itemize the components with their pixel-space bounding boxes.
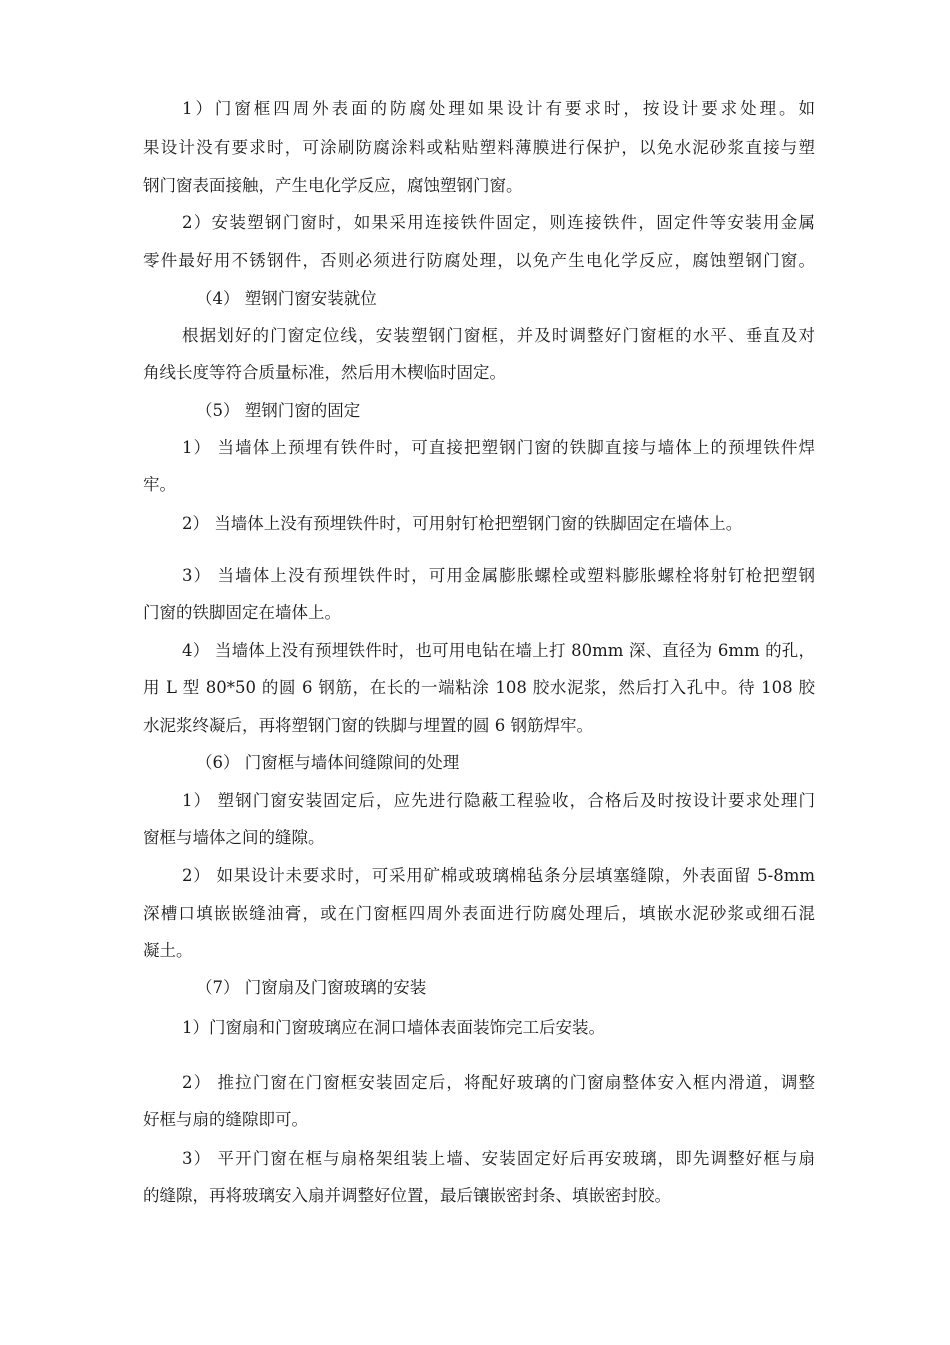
- text-line: 牢。: [143, 475, 176, 494]
- text-line: 3） 当墙体上没有预埋铁件时，可用金属膨胀螺栓或塑料膨胀螺栓将射钉枪把塑钢: [182, 566, 815, 585]
- text-line: 2） 如果设计未要求时，可采用矿棉或玻璃棉毡条分层填塞缝隙，外表面留 5-8mm: [182, 866, 815, 885]
- text-line: 凝土。: [143, 941, 193, 960]
- section-heading: （6） 门窗框与墙体间缝隙间的处理: [196, 753, 460, 772]
- text-line: 根据划好的门窗定位线，安装塑钢门窗框，并及时调整好门窗框的水平、垂直及对: [182, 326, 815, 345]
- text-line: 水泥浆终凝后，再将塑钢门窗的铁脚与埋置的圆 6 钢筋焊牢。: [143, 716, 593, 735]
- section-heading: （5） 塑钢门窗的固定: [196, 401, 361, 420]
- text-line: 1）门窗框四周外表面的防腐处理如果设计有要求时，按设计要求处理。如: [182, 99, 815, 118]
- text-line: 钢门窗表面接触，产生电化学反应，腐蚀塑钢门窗。: [143, 176, 523, 195]
- text-line: 1） 当墙体上预埋有铁件时，可直接把塑钢门窗的铁脚直接与墙体上的预埋铁件焊: [182, 438, 815, 457]
- text-line: 门窗的铁脚固定在墙体上。: [143, 603, 341, 622]
- section-heading: （4） 塑钢门窗安装就位: [196, 289, 377, 308]
- text-line: 用 L 型 80*50 的圆 6 钢筋，在长的一端粘涂 108 胶水泥浆，然后打入孔中。待 108 胶: [143, 678, 815, 697]
- text-line: 1）门窗扇和门窗玻璃应在洞口墙体表面装饰完工后安装。: [182, 1018, 605, 1037]
- text-line: 深槽口填嵌嵌缝油膏，或在门窗框四周外表面进行防腐处理后，填嵌水泥砂浆或细石混: [143, 904, 815, 923]
- text-line: 角线长度等符合质量标准，然后用木楔临时固定。: [143, 363, 506, 382]
- text-line: 3） 平开门窗在框与扇格架组装上墙、安装固定好后再安玻璃，即先调整好框与扇: [182, 1149, 815, 1168]
- text-line: 的缝隙，再将玻璃安入扇并调整好位置，最后镶嵌密封条、填嵌密封胶。: [143, 1186, 671, 1205]
- text-line: 1） 塑钢门窗安装固定后，应先进行隐蔽工程验收，合格后及时按设计要求处理门: [182, 791, 815, 810]
- text-line: 窗框与墙体之间的缝隙。: [143, 828, 325, 847]
- text-line: 2）安装塑钢门窗时，如果采用连接铁件固定，则连接铁件，固定件等安装用金属: [182, 213, 815, 232]
- text-line: 零件最好用不锈钢件，否则必须进行防腐处理，以免产生电化学反应，腐蚀塑钢门窗。: [143, 251, 815, 270]
- text-line: 果设计没有要求时，可涂刷防腐涂料或粘贴塑料薄膜进行保护，以免水泥砂浆直接与塑: [143, 138, 815, 157]
- text-line: 4） 当墙体上没有预埋铁件时，也可用电钻在墙上打 80mm 深、直径为 6mm 的孔，: [182, 641, 815, 660]
- text-line: 好框与扇的缝隙即可。: [143, 1110, 308, 1129]
- text-line: 2） 推拉门窗在门窗框安装固定后，将配好玻璃的门窗扇整体安入框内滑道，调整: [182, 1073, 815, 1092]
- text-line: 2） 当墙体上没有预埋铁件时，可用射钉枪把塑钢门窗的铁脚固定在墙体上。: [182, 514, 743, 533]
- section-heading: （7） 门窗扇及门窗玻璃的安装: [196, 978, 427, 997]
